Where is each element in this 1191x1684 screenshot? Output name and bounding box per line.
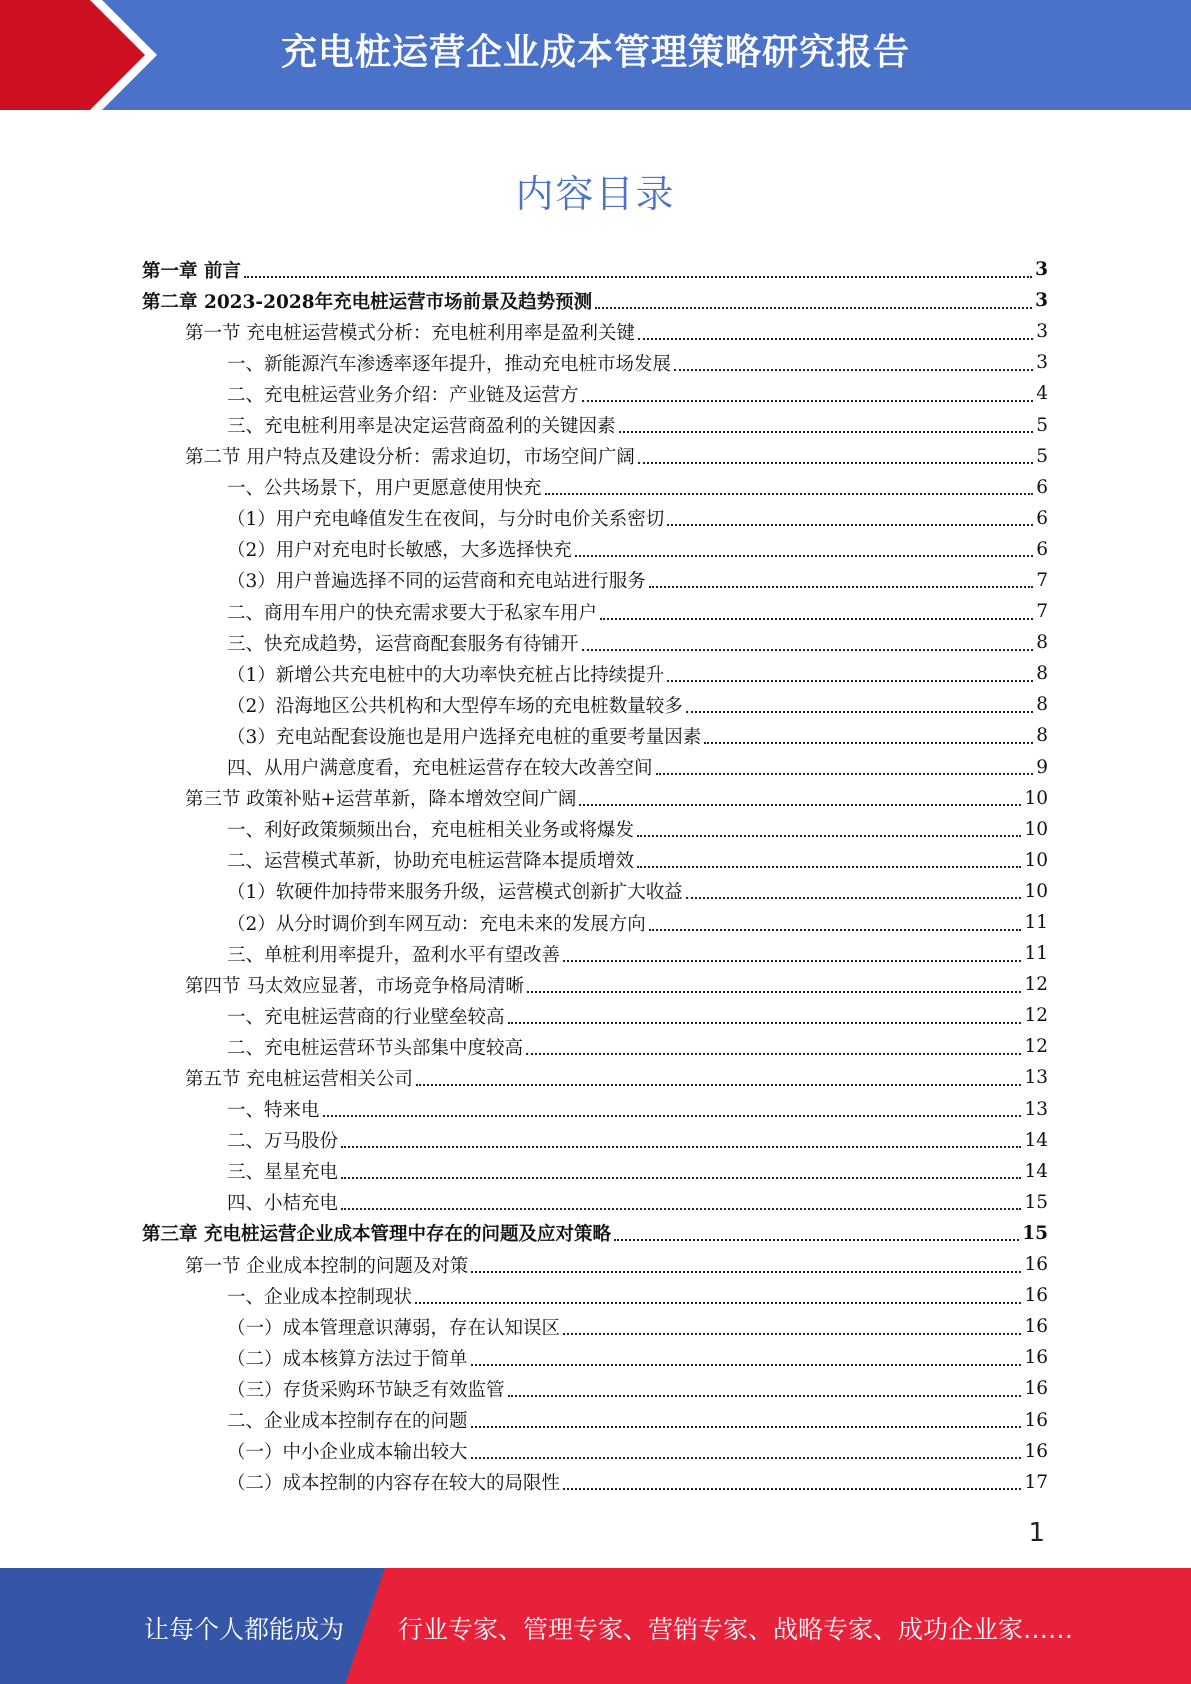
toc-entry-title: 二、企业成本控制存在的问题 bbox=[227, 1411, 468, 1433]
toc-leader-dots bbox=[667, 680, 1033, 682]
toc-entry-page: 6 bbox=[1036, 476, 1048, 498]
toc-entry[interactable] bbox=[142, 1156, 1048, 1187]
toc-entry-title: 第三节 政策补贴+运营革新，降本增效空间广阔 bbox=[185, 789, 577, 811]
toc-entry-title: （2）从分时调价到车网互动：充电未来的发展方向 bbox=[227, 913, 646, 935]
toc-entry-page: 16 bbox=[1024, 1378, 1048, 1400]
toc-leader-dots bbox=[527, 991, 1022, 993]
toc-entry-title: （3）用户普遍选择不同的运营商和充电站进行服务 bbox=[227, 571, 646, 593]
toc-entry[interactable] bbox=[142, 1125, 1048, 1156]
toc-leader-dots bbox=[638, 462, 1033, 464]
toc-entry-page: 9 bbox=[1036, 756, 1048, 778]
table-of-contents bbox=[142, 254, 1048, 1498]
toc-entry-page: 16 bbox=[1024, 1440, 1048, 1462]
toc-entry-page: 15 bbox=[1024, 1191, 1048, 1213]
toc-entry-title: 一、公共场景下，用户更愿意使用快充 bbox=[227, 478, 542, 500]
toc-entry-page: 16 bbox=[1024, 1409, 1048, 1431]
toc-entry[interactable] bbox=[142, 845, 1048, 876]
toc-entry-page: 15 bbox=[1022, 1222, 1048, 1244]
toc-entry-title: 一、企业成本控制现状 bbox=[227, 1286, 413, 1308]
toc-entry[interactable] bbox=[142, 1218, 1048, 1249]
toc-entry[interactable] bbox=[142, 627, 1048, 658]
toc-entry[interactable] bbox=[142, 534, 1048, 565]
toc-leader-dots bbox=[508, 1395, 1022, 1397]
toc-entry-title: 三、充电桩利用率是决定运营商盈利的关键因素 bbox=[227, 416, 616, 438]
footer-slogan-left: 让每个人都能成为 bbox=[144, 1615, 345, 1644]
toc-entry[interactable] bbox=[142, 938, 1048, 969]
toc-entry-title: 第一章 前言 bbox=[142, 260, 241, 282]
toc-entry[interactable] bbox=[142, 503, 1048, 534]
toc-entry-title: （1）新增公共充电桩中的大功率快充桩占比持续提升 bbox=[227, 664, 665, 686]
toc-heading: 内容目录 bbox=[515, 172, 676, 216]
toc-entry-title: 第三章 充电桩运营企业成本管理中存在的问题及应对策略 bbox=[142, 1224, 611, 1246]
toc-leader-dots bbox=[595, 307, 1032, 309]
toc-entry[interactable] bbox=[142, 409, 1048, 440]
toc-entry[interactable] bbox=[142, 689, 1048, 720]
toc-entry-page: 5 bbox=[1036, 445, 1048, 467]
toc-entry-title: 三、星星充电 bbox=[227, 1162, 339, 1184]
toc-entry[interactable] bbox=[142, 565, 1048, 596]
toc-leader-dots bbox=[563, 1488, 1021, 1490]
header-banner bbox=[0, 0, 1191, 110]
toc-entry-page: 14 bbox=[1024, 1129, 1048, 1151]
toc-entry-title: 四、从用户满意度看，充电桩运营存在较大改善空间 bbox=[227, 758, 653, 780]
toc-entry[interactable] bbox=[142, 1373, 1048, 1404]
toc-entry-page: 8 bbox=[1036, 694, 1048, 716]
toc-entry-title: （一）成本管理意识薄弱，存在认知误区 bbox=[227, 1317, 561, 1339]
toc-entry[interactable] bbox=[142, 1187, 1048, 1218]
toc-entry-title: （二）成本核算方法过于简单 bbox=[227, 1348, 468, 1370]
toc-entry-page: 12 bbox=[1024, 1005, 1048, 1027]
toc-leader-dots bbox=[637, 866, 1021, 868]
toc-leader-dots bbox=[582, 649, 1034, 651]
toc-entry-title: 二、充电桩运营业务介绍：产业链及运营方 bbox=[227, 384, 579, 406]
toc-entry-page: 4 bbox=[1036, 383, 1048, 405]
toc-entry-title: 一、利好政策频频出台，充电桩相关业务或将爆发 bbox=[227, 820, 635, 842]
toc-entry-page: 16 bbox=[1024, 1285, 1048, 1307]
toc-entry[interactable] bbox=[142, 1311, 1048, 1342]
toc-entry[interactable] bbox=[142, 752, 1048, 783]
toc-entry[interactable] bbox=[142, 1062, 1048, 1093]
toc-leader-dots bbox=[638, 338, 1033, 340]
toc-entry-page: 16 bbox=[1024, 1347, 1048, 1369]
toc-entry-title: （3）充电站配套设施也是用户选择充电桩的重要考量因素 bbox=[227, 726, 702, 748]
toc-leader-dots bbox=[563, 960, 1021, 962]
toc-leader-dots bbox=[667, 524, 1033, 526]
toc-entry-page: 7 bbox=[1036, 569, 1048, 591]
toc-entry-page: 8 bbox=[1036, 663, 1048, 685]
toc-entry[interactable] bbox=[142, 596, 1048, 627]
toc-entry[interactable] bbox=[142, 347, 1048, 378]
toc-entry-title: （1）用户充电峰值发生在夜间，与分时电价关系密切 bbox=[227, 509, 665, 531]
toc-entry-title: （2）沿海地区公共机构和大型停车场的充电桩数量较多 bbox=[227, 695, 683, 717]
footer-slogan-right: 行业专家、管理专家、营销专家、战略专家、成功企业家…… bbox=[398, 1615, 1074, 1644]
toc-entry-page: 7 bbox=[1036, 601, 1048, 623]
toc-leader-dots bbox=[471, 1271, 1021, 1273]
toc-leader-dots bbox=[686, 711, 1033, 713]
toc-leader-dots bbox=[656, 773, 1034, 775]
toc-entry-page: 16 bbox=[1024, 1316, 1048, 1338]
toc-leader-dots bbox=[637, 835, 1021, 837]
toc-entry-page: 10 bbox=[1024, 787, 1048, 809]
toc-entry[interactable] bbox=[142, 1467, 1048, 1498]
toc-entry-title: 第一节 企业成本控制的问题及对策 bbox=[185, 1255, 469, 1277]
toc-entry-title: 四、小桔充电 bbox=[227, 1193, 339, 1215]
toc-entry-title: 二、运营模式革新，协助充电桩运营降本提质增效 bbox=[227, 851, 635, 873]
toc-entry[interactable] bbox=[142, 969, 1048, 1000]
toc-entry-title: 二、充电桩运营环节头部集中度较高 bbox=[227, 1037, 524, 1059]
toc-leader-dots bbox=[415, 1302, 1021, 1304]
toc-entry-page: 12 bbox=[1024, 1036, 1048, 1058]
toc-entry-title: 第二节 用户特点及建设分析：需求迫切，市场空间广阔 bbox=[185, 447, 635, 469]
toc-entry[interactable] bbox=[142, 378, 1048, 409]
toc-entry-page: 5 bbox=[1036, 414, 1048, 436]
toc-entry-title: 一、特来电 bbox=[227, 1100, 320, 1122]
toc-entry[interactable] bbox=[142, 876, 1048, 907]
toc-entry-title: 第二章 2023-2028年充电桩运营市场前景及趋势预测 bbox=[142, 291, 593, 313]
toc-entry-page: 3 bbox=[1036, 352, 1048, 374]
toc-entry-title: （三）存货采购环节缺乏有效监管 bbox=[227, 1379, 505, 1401]
toc-leader-dots bbox=[508, 1022, 1022, 1024]
toc-entry-page: 13 bbox=[1024, 1067, 1048, 1089]
document-title: 充电桩运营企业成本管理策略研究报告 bbox=[280, 32, 910, 73]
toc-entry[interactable] bbox=[142, 1404, 1048, 1435]
toc-entry-title: （二）成本控制的内容存在较大的局限性 bbox=[227, 1473, 561, 1495]
toc-entry-title: 三、单桩利用率提升，盈利水平有望改善 bbox=[227, 944, 561, 966]
toc-entry-page: 3 bbox=[1035, 290, 1048, 312]
toc-leader-dots bbox=[575, 555, 1033, 557]
toc-entry-page: 12 bbox=[1024, 974, 1048, 996]
toc-entry-page: 10 bbox=[1024, 818, 1048, 840]
toc-entry-page: 17 bbox=[1024, 1471, 1048, 1493]
toc-entry[interactable] bbox=[142, 814, 1048, 845]
toc-entry[interactable] bbox=[142, 472, 1048, 503]
toc-entry[interactable] bbox=[142, 1280, 1048, 1311]
toc-entry-page: 6 bbox=[1036, 538, 1048, 560]
toc-entry[interactable] bbox=[142, 658, 1048, 689]
toc-leader-dots bbox=[600, 618, 1033, 620]
toc-entry-title: 第五节 充电桩运营相关公司 bbox=[185, 1068, 413, 1090]
toc-entry-page: 11 bbox=[1024, 943, 1048, 965]
toc-entry[interactable] bbox=[142, 907, 1048, 938]
toc-leader-dots bbox=[471, 1364, 1022, 1366]
toc-entry-title: （2）用户对充电时长敏感，大多选择快充 bbox=[227, 540, 572, 562]
toc-entry-title: 第四节 马太效应显著，市场竞争格局清晰 bbox=[185, 975, 524, 997]
toc-entry[interactable] bbox=[142, 783, 1048, 814]
toc-leader-dots bbox=[649, 586, 1033, 588]
toc-entry-title: 二、万马股份 bbox=[227, 1131, 339, 1153]
toc-leader-dots bbox=[341, 1146, 1021, 1148]
toc-entry[interactable] bbox=[142, 720, 1048, 751]
toc-leader-dots bbox=[582, 400, 1034, 402]
toc-leader-dots bbox=[619, 431, 1034, 433]
toc-entry[interactable] bbox=[142, 1000, 1048, 1031]
toc-entry[interactable] bbox=[142, 1031, 1048, 1062]
toc-entry[interactable] bbox=[142, 1436, 1048, 1467]
toc-leader-dots bbox=[244, 276, 1032, 278]
toc-entry-page: 8 bbox=[1036, 632, 1048, 654]
toc-entry-title: 三、快充成趋势，运营商配套服务有待铺开 bbox=[227, 633, 579, 655]
toc-entry-page: 3 bbox=[1036, 321, 1048, 343]
toc-entry-page: 10 bbox=[1024, 849, 1048, 871]
toc-entry[interactable] bbox=[142, 285, 1048, 316]
toc-leader-dots bbox=[686, 897, 1022, 899]
toc-entry-page: 10 bbox=[1024, 880, 1048, 902]
toc-leader-dots bbox=[649, 929, 1022, 931]
toc-leader-dots bbox=[471, 1426, 1022, 1428]
toc-leader-dots bbox=[526, 1053, 1021, 1055]
toc-entry-title: 二、商用车用户的快充需求要大于私家车用户 bbox=[227, 602, 598, 624]
toc-entry-page: 6 bbox=[1036, 507, 1048, 529]
toc-entry-page: 14 bbox=[1024, 1160, 1048, 1182]
toc-entry[interactable] bbox=[142, 1342, 1048, 1373]
toc-entry[interactable] bbox=[142, 254, 1048, 285]
toc-leader-dots bbox=[563, 1333, 1021, 1335]
toc-leader-dots bbox=[614, 1239, 1019, 1241]
toc-entry[interactable] bbox=[142, 1249, 1048, 1280]
toc-entry-title: （一）中小企业成本输出较大 bbox=[227, 1442, 468, 1464]
toc-leader-dots bbox=[471, 1457, 1022, 1459]
toc-entry-page: 13 bbox=[1024, 1098, 1048, 1120]
toc-entry-title: 一、新能源汽车渗透率逐年提升，推动充电桩市场发展 bbox=[227, 353, 672, 375]
toc-leader-dots bbox=[341, 1208, 1021, 1210]
toc-entry-title: （1）软硬件加持带来服务升级，运营模式创新扩大收益 bbox=[227, 882, 683, 904]
toc-entry[interactable] bbox=[142, 1094, 1048, 1125]
page-number: 1 bbox=[1028, 1518, 1045, 1548]
toc-entry-page: 3 bbox=[1035, 259, 1048, 281]
toc-leader-dots bbox=[704, 742, 1033, 744]
toc-leader-dots bbox=[579, 804, 1021, 806]
toc-leader-dots bbox=[341, 1177, 1021, 1179]
toc-entry-title: 一、充电桩运营商的行业壁垒较高 bbox=[227, 1006, 505, 1028]
toc-leader-dots bbox=[674, 369, 1033, 371]
toc-leader-dots bbox=[416, 1084, 1022, 1086]
toc-leader-dots bbox=[545, 493, 1034, 495]
toc-leader-dots bbox=[323, 1115, 1022, 1117]
toc-entry-page: 8 bbox=[1036, 725, 1048, 747]
toc-entry[interactable] bbox=[142, 316, 1048, 347]
toc-entry-page: 16 bbox=[1024, 1254, 1048, 1276]
toc-entry-title: 第一节 充电桩运营模式分析：充电桩利用率是盈利关键 bbox=[185, 322, 635, 344]
toc-entry-page: 11 bbox=[1024, 912, 1048, 934]
toc-entry[interactable] bbox=[142, 441, 1048, 472]
